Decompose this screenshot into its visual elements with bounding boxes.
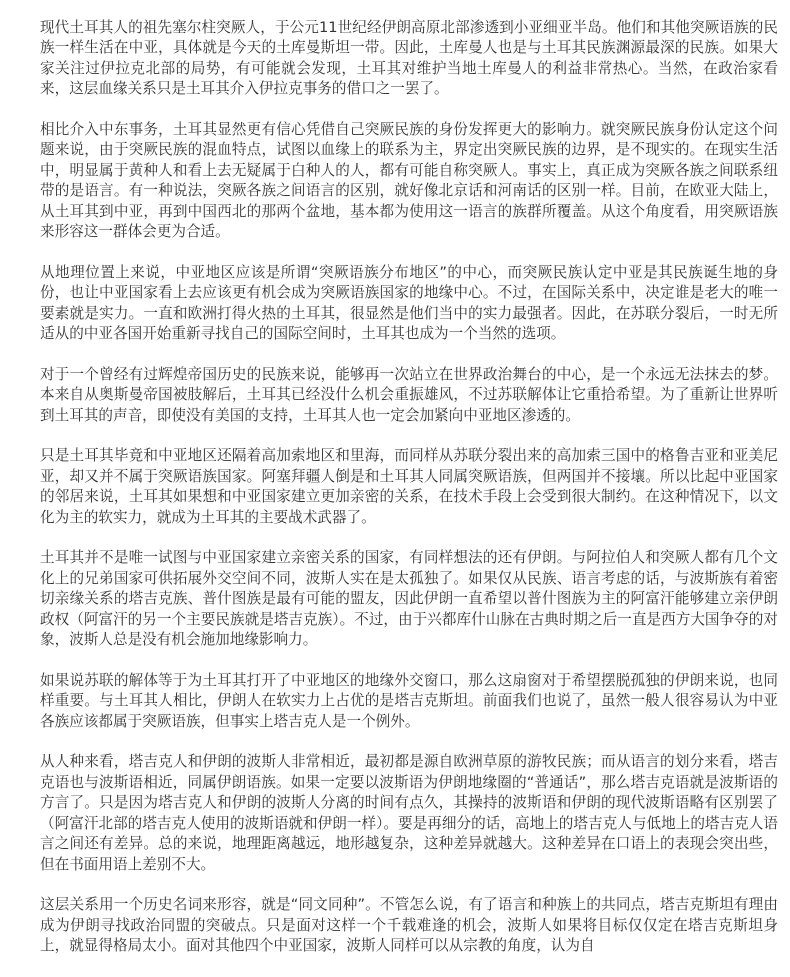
paragraph-2: 相比介入中东事务，土耳其显然更有信心凭借自己突厥民族的身份发挥更大的影响力。就突厥民族身份认定这个问题来说，由于突厥民族的混血特点，试图以血缘上的联系为主，界定出突厥民族的边界，是不现实的。在现实生活中，明显属于黄种人和看上去无疑属于白种人的人，都有可能自称突厥人。事实上，真正成为突厥各族之间联系纽带的是语言。有一种说法，突厥各族之间语言的区别，就好像北京话和河南话的区别一样。目前，在欧亚大陆上，从土耳其到中亚，再到中国西北的那两个盆地，基本都为使用这一语言的族群所覆盖。从这个角度看，用突厥语族来形容这一群体会更为合适。 xyxy=(40,120,778,240)
paragraph-7: 如果说苏联的解体等于为土耳其打开了中亚地区的地缘外交窗口，那么这扇窗对于希望摆脱孤独的伊朗来说，也同样重要。与土耳其人相比，伊朗人在软实力上占优的是塔吉克斯坦。前面我们也说了，虽然一般人很容易认为中亚各族应该都属于突厥语族，但事实上塔吉克人是一个例外。 xyxy=(40,671,778,730)
paragraph-3: 从地理位置上来说，中亚地区应该是所谓“突厥语族分布地区”的中心，而突厥民族认定中亚是其民族诞生地的身份，也让中亚国家看上去应该更有机会成为突厥语族国家的地缘中心。不过，在国际关系中，决定谁是老大的唯一要素就是实力。一直和欧洲打得火热的土耳其，很显然是他们当中的实力最强者。因此，在苏联分裂后，一时无所适从的中亚各国开始重新寻找自己的国际空间时，土耳其也成为一个当然的选项。 xyxy=(40,263,778,342)
paragraph-1: 现代土耳其人的祖先塞尔柱突厥人，于公元11世纪经伊朗高原北部渗透到小亚细亚半岛。他们和其他突厥语族的民族一样生活在中亚，具体就是今天的土库曼斯坦一带。因此，土库曼人也是与土耳其民族渊源最深的民族。如果大家关注过伊拉克北部的局势，有可能就会发现，土耳其对维护当地土库曼人的利益非常热心。当然，在政治家看来，这层血缘关系只是土耳其介入伊拉克事务的借口之一罢了。 xyxy=(40,18,778,97)
partial-top-line xyxy=(40,0,778,1)
paragraph-9: 这层关系用一个历史名词来形容，就是“同文同种”。不管怎么说，有了语言和种族上的共同点，塔吉克斯坦有理由成为伊朗寻找政治同盟的突破点。只是面对这样一个千载难逢的机会，波斯人如果将目标仅仅定在塔吉克斯坦身上，就显得格局太小。面对其他四个中亚国家，波斯人同样可以从宗教的角度，认为自 xyxy=(40,896,778,954)
paragraph-5: 只是土耳其毕竟和中亚地区还隔着高加索地区和里海，而同样从苏联分裂出来的高加索三国中的格鲁吉亚和亚美尼亚，却又并不属于突厥语族国家。阿塞拜疆人倒是和土耳其人同属突厥语族，但两国并不接壤。所以比起中亚国家的邻居来说，土耳其如果想和中亚国家建立更加亲密的关系，在技术手段上会受到很大制约。在这种情况下，以文化为主的软实力，就成为土耳其的主要战术武器了。 xyxy=(40,447,778,526)
paragraph-8: 从人种来看，塔吉克人和伊朗的波斯人非常相近，最初都是源自欧洲草原的游牧民族；而从语言的划分来看，塔吉克语也与波斯语相近，同属伊朗语族。如果一定要以波斯语为伊朗地缘圈的“普通话”，那么塔吉克语就是波斯语的方言了。只是因为塔吉克人和伊朗的波斯人分离的时间有点久，其操持的波斯语和伊朗的现代波斯语略有区别罢了（阿富汗北部的塔吉克人使用的波斯语就和伊朗一样）。要是再细分的话，高地上的塔吉克人与低地上的塔吉克人语言之间还有差异。总的来说，地理距离越远，地形越复杂，这种差异就越大。这种差异在口语上的表现会突出些，但在书面用语上差别不大。 xyxy=(40,753,778,873)
paragraph-4: 对于一个曾经有过辉煌帝国历史的民族来说，能够再一次站立在世界政治舞台的中心，是一个永远无法抹去的梦。本来自从奥斯曼帝国被肢解后，土耳其已经没什么机会重振雄风，不过苏联解体让它重拾希望。为了重新让世界听到土耳其的声音，即使没有美国的支持，土耳其人也一定会加紧向中亚地区渗透的。 xyxy=(40,365,778,424)
paragraph-6: 土耳其并不是唯一试图与中亚国家建立亲密关系的国家，有同样想法的还有伊朗。与阿拉伯人和突厥人都有几个文化上的兄弟国家可供拓展外交空间不同，波斯人实在是太孤独了。如果仅从民族、语言考虑的话，与波斯族有着密切亲缘关系的塔吉克族、普什图族是最有可能的盟友，因此伊朗一直希望以普什图族为主的阿富汗能够建立亲伊朗政权（阿富汗的另一个主要民族就是塔吉克族）。不过，由于兴都库什山脉在古典时期之后一直是西方大国争夺的对象，波斯人总是没有机会施加地缘影响力。 xyxy=(40,549,778,648)
article-body xyxy=(40,0,778,977)
